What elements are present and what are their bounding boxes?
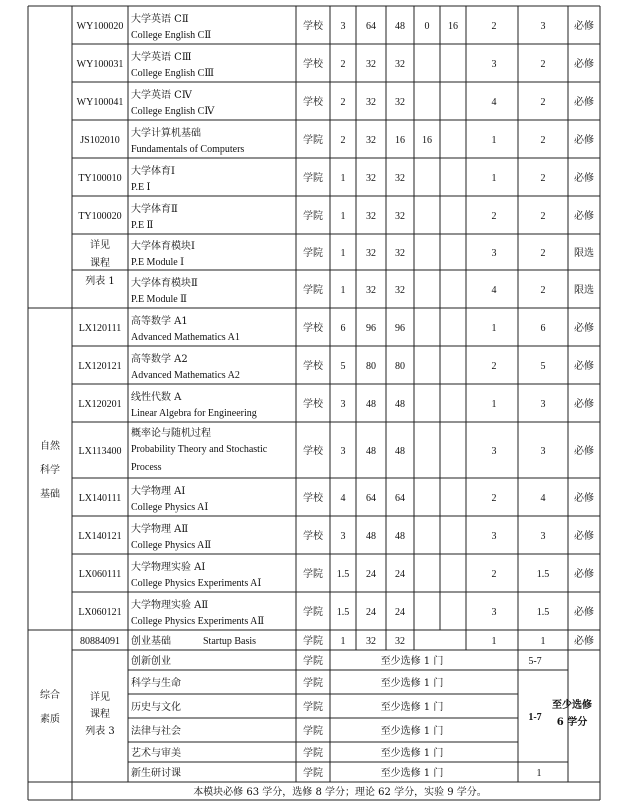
course-hours: 32 bbox=[366, 97, 376, 108]
course-weekly-hours: 5 bbox=[540, 361, 546, 372]
course-semester-alt: 3 bbox=[491, 531, 497, 542]
course-type: 必修 bbox=[574, 399, 594, 410]
course-weekly-hours: 3 bbox=[540, 446, 546, 457]
course-lecture-hours: 48 bbox=[395, 399, 405, 410]
course-name-cn: 大学物理实验 AⅡ bbox=[131, 600, 209, 611]
course-type: 必修 bbox=[574, 531, 594, 542]
course-name-cn: 大学计算机基础 bbox=[131, 128, 201, 139]
course-weekly-hours: 3 bbox=[540, 531, 546, 542]
course-lecture-hours: 48 bbox=[395, 446, 405, 457]
course-name-en: Probability Theory and Stochastic bbox=[131, 444, 268, 455]
course-credit: 5 bbox=[340, 361, 346, 372]
course-credit: 3 bbox=[340, 446, 346, 457]
course-semester-alt: 3 bbox=[491, 607, 497, 618]
course-dept: 学校 bbox=[303, 59, 323, 70]
course-name-cn: 大学英语 CⅢ bbox=[131, 52, 192, 63]
course-name-en: P.E Module Ⅰ bbox=[131, 257, 185, 268]
course-name-en: College Physics Experiments AⅠ bbox=[131, 578, 262, 589]
course-weekly-hours: 2 bbox=[540, 285, 546, 296]
course-lecture-hours: 48 bbox=[395, 531, 405, 542]
course-name-en: College Physics Experiments AⅡ bbox=[131, 616, 265, 627]
course-hours: 24 bbox=[366, 569, 376, 580]
course-hours: 24 bbox=[366, 607, 376, 618]
course-hours: 32 bbox=[366, 285, 376, 296]
course-lecture-hours: 32 bbox=[395, 285, 405, 296]
course-type: 必修 bbox=[574, 211, 594, 222]
course-hours: 32 bbox=[366, 59, 376, 70]
course-lecture-hours: 24 bbox=[395, 569, 405, 580]
startup-weekly: 1 bbox=[540, 636, 546, 647]
course-weekly-hours: 1.5 bbox=[536, 607, 550, 618]
comp-semester-last: 1 bbox=[536, 768, 542, 779]
course-type: 必修 bbox=[574, 361, 594, 372]
comp-requirement: 至少选修 1 门 bbox=[380, 656, 444, 667]
course-lecture-hours: 32 bbox=[395, 59, 405, 70]
course-code: LX113400 bbox=[78, 446, 122, 457]
course-dept: 学院 bbox=[303, 173, 323, 184]
comp-category: 法律与社会 bbox=[131, 726, 181, 737]
course-lecture-hours: 64 bbox=[395, 493, 405, 504]
course-name-en: Fundamentals of Computers bbox=[131, 144, 245, 155]
course-name-cn: 大学物理 AⅠ bbox=[131, 486, 186, 497]
comp-category: 创新创业 bbox=[131, 656, 171, 667]
course-credit: 1 bbox=[340, 211, 346, 222]
course-dept: 学校 bbox=[303, 21, 323, 32]
course-code: WY100020 bbox=[76, 21, 124, 32]
course-weekly-hours: 2 bbox=[540, 59, 546, 70]
course-type: 必修 bbox=[574, 173, 594, 184]
course-name-cn: 大学物理 AⅡ bbox=[131, 524, 189, 535]
comp-category: 历史与文化 bbox=[131, 702, 181, 713]
comp-see-list: 详见 bbox=[90, 692, 110, 703]
course-semester-alt: 3 bbox=[491, 59, 497, 70]
course-credit: 3 bbox=[340, 531, 346, 542]
course-hours: 48 bbox=[366, 531, 376, 542]
pe-see-list: 课程 bbox=[90, 258, 110, 269]
course-name-cn: 大学体育模块Ⅱ bbox=[131, 278, 198, 289]
startup-name: 创业基础 bbox=[131, 636, 171, 647]
course-type: 必修 bbox=[574, 59, 594, 70]
course-semester-alt: 4 bbox=[491, 97, 497, 108]
course-semester: 2 bbox=[491, 493, 497, 504]
course-weekly-hours: 3 bbox=[540, 399, 546, 410]
comp-requirement: 至少选修 1 门 bbox=[380, 768, 444, 779]
course-name-en: P.E Ⅱ bbox=[131, 220, 154, 231]
course-name-en: Advanced Mathematics A2 bbox=[131, 370, 240, 381]
comp-category: 新生研讨课 bbox=[131, 768, 181, 779]
course-name-cn: 线性代数 A bbox=[131, 392, 182, 403]
course-dept: 学校 bbox=[303, 531, 323, 542]
comp-category: 科学与生命 bbox=[131, 678, 181, 689]
course-lecture-hours: 32 bbox=[395, 173, 405, 184]
course-code: LX060111 bbox=[78, 569, 122, 580]
course-code: TY100020 bbox=[78, 211, 122, 222]
course-credit: 3 bbox=[340, 21, 346, 32]
course-credit: 2 bbox=[340, 59, 346, 70]
course-dept: 学校 bbox=[303, 97, 323, 108]
course-credit: 1.5 bbox=[336, 607, 350, 618]
course-semester-alt: 3 bbox=[491, 446, 497, 457]
course-hours: 32 bbox=[366, 248, 376, 259]
course-name-en: College English CⅡ bbox=[131, 30, 212, 41]
startup-lecture: 32 bbox=[395, 636, 405, 647]
course-credit: 4 bbox=[340, 493, 346, 504]
course-hours: 32 bbox=[366, 211, 376, 222]
course-type: 必修 bbox=[574, 446, 594, 457]
course-dept: 学校 bbox=[303, 361, 323, 372]
course-name-cn: 高等数学 A1 bbox=[131, 316, 188, 327]
course-name-cn: 大学英语 CⅣ bbox=[131, 90, 192, 101]
course-name-cn: 大学英语 CⅡ bbox=[131, 14, 189, 25]
course-lab-hours: 0 bbox=[424, 21, 430, 32]
course-lecture-hours: 48 bbox=[395, 21, 405, 32]
course-dept: 学院 bbox=[303, 248, 323, 259]
comp-dept: 学院 bbox=[303, 656, 323, 667]
course-code: TY100010 bbox=[78, 173, 122, 184]
startup-name-en: Startup Basis bbox=[203, 636, 257, 647]
course-name-en: P.E Ⅰ bbox=[131, 182, 151, 193]
course-dept: 学校 bbox=[303, 446, 323, 457]
startup-semester: 1 bbox=[491, 636, 497, 647]
comprehensive-group-label: 素质 bbox=[40, 714, 60, 725]
comp-semester-first: 5-7 bbox=[528, 656, 542, 667]
course-lecture-hours: 32 bbox=[395, 211, 405, 222]
course-lecture-hours: 96 bbox=[395, 323, 405, 334]
course-semester-alt: 3 bbox=[491, 248, 497, 259]
course-semester: 2 bbox=[491, 21, 497, 32]
course-code: WY100031 bbox=[76, 59, 124, 70]
course-code: LX120121 bbox=[78, 361, 122, 372]
course-semester: 1 bbox=[491, 173, 497, 184]
course-dept: 学校 bbox=[303, 323, 323, 334]
pe-see-list: 列表 1 bbox=[85, 276, 115, 287]
course-code: LX140111 bbox=[78, 493, 122, 504]
comp-dept: 学院 bbox=[303, 768, 323, 779]
startup-type: 必修 bbox=[574, 636, 594, 647]
comp-dept: 学院 bbox=[303, 678, 323, 689]
comp-requirement: 至少选修 1 门 bbox=[380, 748, 444, 759]
course-type: 限选 bbox=[574, 285, 594, 296]
course-lecture-hours: 16 bbox=[395, 135, 405, 146]
course-hours: 80 bbox=[366, 361, 376, 372]
course-name-cn: 概率论与随机过程 bbox=[131, 428, 211, 439]
course-type: 必修 bbox=[574, 323, 594, 334]
course-name-en: College Physics AⅠ bbox=[131, 502, 209, 513]
pe-see-list: 详见 bbox=[90, 240, 110, 251]
course-lab-hours: 16 bbox=[422, 135, 432, 146]
course-hours: 96 bbox=[366, 323, 376, 334]
course-name-cn: 大学体育Ⅰ bbox=[131, 166, 175, 177]
course-hours: 48 bbox=[366, 446, 376, 457]
course-dept: 学院 bbox=[303, 607, 323, 618]
course-lecture-hours: 32 bbox=[395, 248, 405, 259]
startup-dept: 学院 bbox=[303, 636, 323, 647]
course-credit: 2 bbox=[340, 135, 346, 146]
course-other-hours: 16 bbox=[448, 21, 458, 32]
course-code: LX060121 bbox=[78, 607, 122, 618]
comp-min-credits: 至少选修 bbox=[552, 700, 592, 711]
course-dept: 学院 bbox=[303, 569, 323, 580]
course-type: 必修 bbox=[574, 493, 594, 504]
course-weekly-hours: 4 bbox=[540, 493, 546, 504]
course-credit: 1.5 bbox=[336, 569, 350, 580]
course-semester: 2 bbox=[491, 361, 497, 372]
course-code: LX120111 bbox=[78, 323, 122, 334]
course-name-en: College English CⅣ bbox=[131, 106, 215, 117]
course-code: JS102010 bbox=[80, 135, 120, 146]
course-name-en: College Physics AⅡ bbox=[131, 540, 212, 551]
course-weekly-hours: 6 bbox=[540, 323, 546, 334]
comp-dept: 学院 bbox=[303, 726, 323, 737]
course-code: LX120201 bbox=[78, 399, 122, 410]
course-credit: 3 bbox=[340, 399, 346, 410]
course-type: 必修 bbox=[574, 135, 594, 146]
comprehensive-group-label: 综合 bbox=[40, 690, 60, 701]
course-credit: 1 bbox=[340, 173, 346, 184]
course-name-cn: 大学物理实验 AⅠ bbox=[131, 562, 206, 573]
course-hours: 48 bbox=[366, 399, 376, 410]
course-dept: 学校 bbox=[303, 493, 323, 504]
course-hours: 32 bbox=[366, 135, 376, 146]
course-lecture-hours: 32 bbox=[395, 97, 405, 108]
course-credit: 6 bbox=[340, 323, 346, 334]
course-name-en: Linear Algebra for Engineering bbox=[131, 408, 257, 419]
startup-code: 80884091 bbox=[80, 636, 120, 647]
course-weekly-hours: 2 bbox=[540, 248, 546, 259]
course-credit: 1 bbox=[340, 248, 346, 259]
course-name-en-2: Process bbox=[131, 462, 162, 473]
course-weekly-hours: 2 bbox=[540, 173, 546, 184]
comp-see-list: 课程 bbox=[90, 709, 110, 720]
comp-dept: 学院 bbox=[303, 702, 323, 713]
course-credit: 1 bbox=[340, 285, 346, 296]
comp-semester-range: 1-7 bbox=[528, 712, 542, 723]
comp-requirement: 至少选修 1 门 bbox=[380, 702, 444, 713]
course-dept: 学院 bbox=[303, 285, 323, 296]
course-weekly-hours: 3 bbox=[540, 21, 546, 32]
course-weekly-hours: 2 bbox=[540, 135, 546, 146]
course-type: 必修 bbox=[574, 97, 594, 108]
comp-dept: 学院 bbox=[303, 748, 323, 759]
course-weekly-hours: 2 bbox=[540, 97, 546, 108]
course-semester: 2 bbox=[491, 569, 497, 580]
course-type: 必修 bbox=[574, 21, 594, 32]
startup-hours: 32 bbox=[366, 636, 376, 647]
comp-requirement: 至少选修 1 门 bbox=[380, 678, 444, 689]
course-name-en: P.E Module Ⅱ bbox=[131, 294, 187, 305]
science-group-label: 科学 bbox=[40, 465, 60, 476]
course-code: WY100041 bbox=[76, 97, 124, 108]
course-lecture-hours: 80 bbox=[395, 361, 405, 372]
course-semester-alt: 4 bbox=[491, 285, 497, 296]
course-credit: 2 bbox=[340, 97, 346, 108]
science-group-label: 基础 bbox=[40, 489, 60, 500]
comp-requirement: 至少选修 1 门 bbox=[380, 726, 444, 737]
course-hours: 32 bbox=[366, 173, 376, 184]
course-semester: 1 bbox=[491, 323, 497, 334]
startup-credit: 1 bbox=[340, 636, 346, 647]
course-name-cn: 大学体育模块Ⅰ bbox=[131, 241, 195, 252]
comp-category: 艺术与审美 bbox=[131, 748, 181, 759]
course-semester: 2 bbox=[491, 211, 497, 222]
course-dept: 学院 bbox=[303, 135, 323, 146]
module-summary: 本模块必修 63 学分，选修 8 学分；理论 62 学分，实验 9 学分。 bbox=[193, 787, 487, 798]
course-lecture-hours: 24 bbox=[395, 607, 405, 618]
table-cells bbox=[40, 12, 594, 798]
course-type: 必修 bbox=[574, 607, 594, 618]
course-type: 限选 bbox=[574, 248, 594, 259]
science-group-label: 自然 bbox=[40, 441, 60, 452]
comp-min-credits: 6 学分 bbox=[556, 717, 588, 728]
course-weekly-hours: 2 bbox=[540, 211, 546, 222]
course-weekly-hours: 1.5 bbox=[536, 569, 550, 580]
course-hours: 64 bbox=[366, 493, 376, 504]
course-code: LX140121 bbox=[78, 531, 122, 542]
course-type: 必修 bbox=[574, 569, 594, 580]
course-semester: 1 bbox=[491, 399, 497, 410]
course-name-en: College English CⅢ bbox=[131, 68, 214, 79]
course-dept: 学院 bbox=[303, 211, 323, 222]
course-name-en: Advanced Mathematics A1 bbox=[131, 332, 240, 343]
course-dept: 学校 bbox=[303, 399, 323, 410]
comp-see-list: 列表 3 bbox=[85, 726, 115, 737]
course-name-cn: 大学体育Ⅱ bbox=[131, 204, 178, 215]
course-name-cn: 高等数学 A2 bbox=[131, 354, 188, 365]
course-semester: 1 bbox=[491, 135, 497, 146]
course-hours: 64 bbox=[366, 21, 376, 32]
